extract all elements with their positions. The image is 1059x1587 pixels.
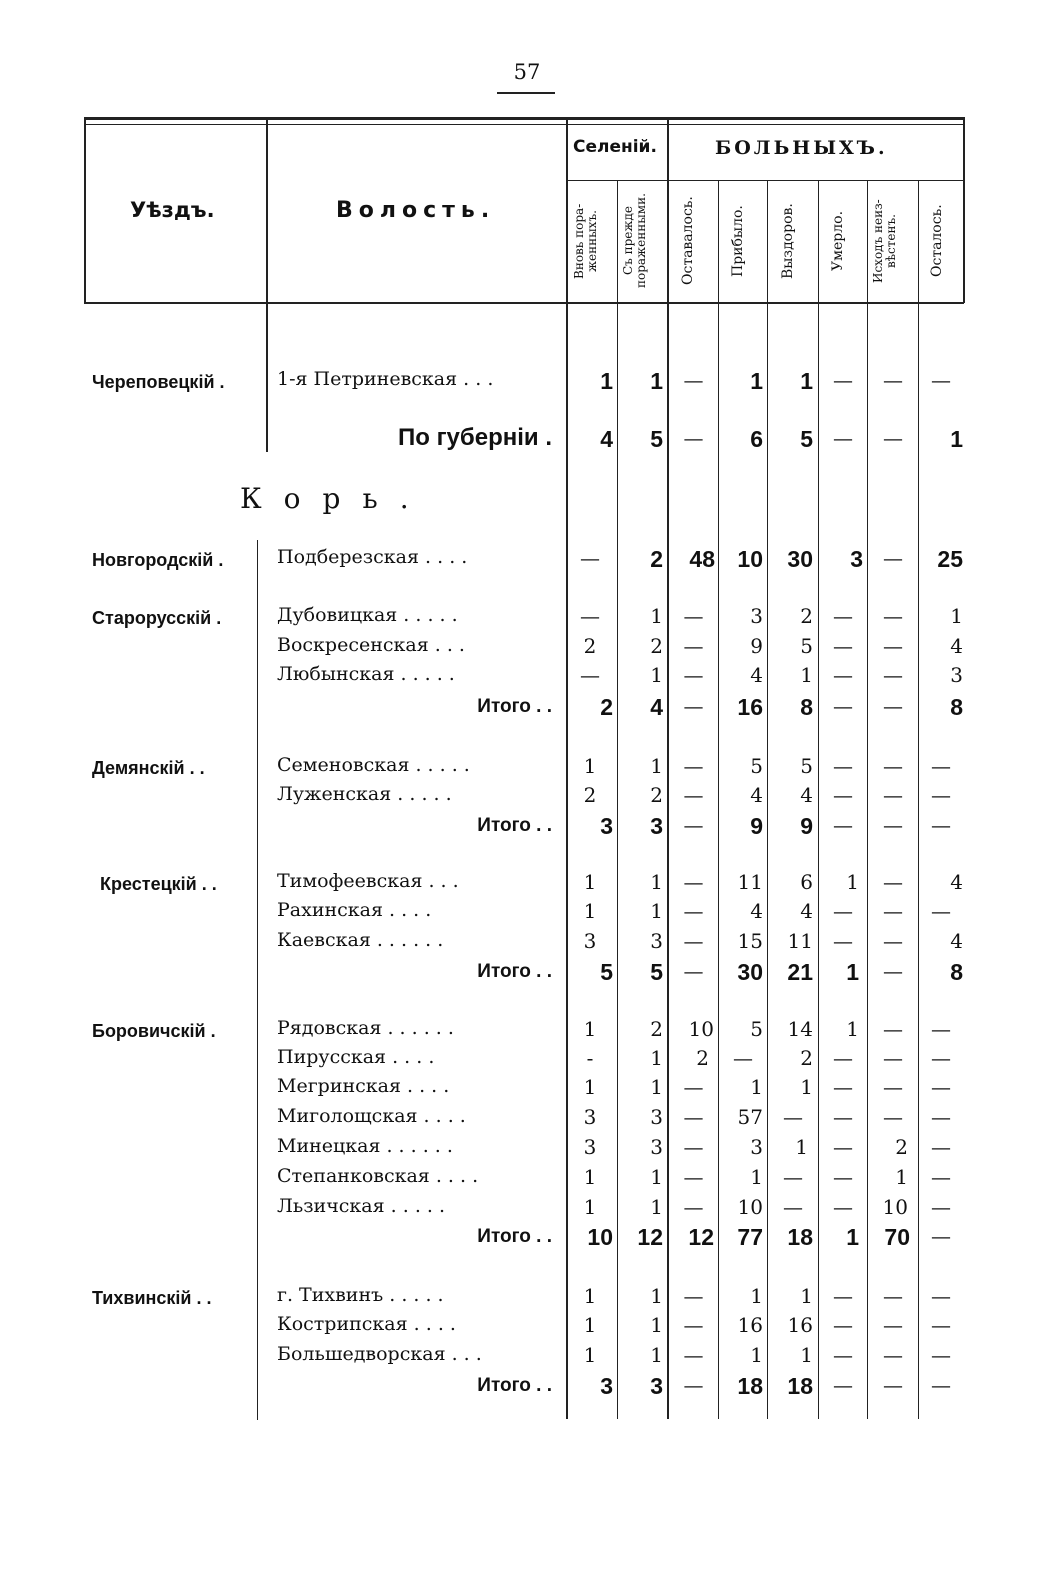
cell-ostavalos: 12 xyxy=(688,1224,714,1250)
cell-umerlo: — xyxy=(833,694,853,718)
cell-pribylo: 15 xyxy=(737,929,763,953)
cell-iskhod: — xyxy=(883,1046,903,1070)
page-number: 57 xyxy=(513,60,541,84)
section-title: Корь. xyxy=(240,482,431,515)
cell-vyzdorov: 5 xyxy=(800,426,813,452)
cell-iskhod: — xyxy=(883,899,903,923)
cell-ostalos: 8 xyxy=(950,959,963,985)
header-uezd: Уѣздъ. xyxy=(130,198,215,222)
cell-vyzdorov: 2 xyxy=(800,604,813,628)
total-label: Итого . . xyxy=(477,1375,552,1396)
cell-pribylo: 3 xyxy=(750,1135,763,1159)
cell-prezhde: 2 xyxy=(650,1017,663,1041)
cell-prezhde: 2 xyxy=(650,783,663,807)
cell-vnov: — xyxy=(580,663,600,687)
cell-pribylo: 30 xyxy=(737,959,763,985)
cell-umerlo: — xyxy=(833,929,853,953)
cell-ostavalos: — xyxy=(683,694,704,718)
uezd-label: Крестецкій . . xyxy=(100,874,217,894)
cell-iskhod: — xyxy=(883,1075,903,1099)
cell-pribylo: 1 xyxy=(750,1075,763,1099)
cell-vnov: 3 xyxy=(600,813,613,839)
cell-vyzdorov: 1 xyxy=(800,1343,813,1367)
cell-vnov: 10 xyxy=(587,1224,613,1250)
uezd-label: Боровичскій . xyxy=(92,1021,216,1041)
cell-iskhod: — xyxy=(883,959,903,983)
cell-vnov: 2 xyxy=(583,783,597,807)
bolnykh-under-rule xyxy=(668,180,964,181)
cell-prezhde: 1 xyxy=(650,663,663,687)
cell-ostalos: — xyxy=(931,1373,951,1397)
cell-pribylo: 57 xyxy=(737,1105,763,1129)
cell-iskhod: 2 xyxy=(895,1135,908,1159)
cell-ostavalos: — xyxy=(683,634,704,658)
cell-umerlo: — xyxy=(833,663,853,687)
cell-iskhod: — xyxy=(883,754,903,778)
cell-umerlo: — xyxy=(833,604,853,628)
volost-label: Пирусская . . . . xyxy=(277,1046,435,1068)
cell-pribylo: 5 xyxy=(750,1017,763,1041)
table-top-rule-thin xyxy=(84,124,964,125)
row-13 xyxy=(0,957,1059,987)
cell-pribylo: 10 xyxy=(737,1195,763,1219)
cell-vnov: - xyxy=(586,1046,594,1070)
cell-ostalos: 3 xyxy=(950,663,963,687)
cell-prezhde: 2 xyxy=(650,634,663,658)
cell-iskhod: — xyxy=(883,1284,903,1308)
cell-ostavalos: — xyxy=(683,754,704,778)
cell-iskhod: — xyxy=(883,1017,903,1041)
cell-pribylo: 4 xyxy=(750,663,763,687)
cell-ostavalos: — xyxy=(683,1075,704,1099)
cell-umerlo: 1 xyxy=(846,959,859,985)
cell-vyzdorov: 30 xyxy=(787,546,813,572)
cell-vyzdorov: — xyxy=(783,1195,803,1219)
cell-vnov: 3 xyxy=(583,1135,597,1159)
cell-ostalos: — xyxy=(931,1046,951,1070)
cell-umerlo: 1 xyxy=(846,1017,859,1041)
header-col-umerlo: Умерло. xyxy=(830,210,846,272)
cell-umerlo: 3 xyxy=(850,546,863,572)
cell-vnov: 1 xyxy=(583,1075,597,1099)
cell-iskhod: — xyxy=(883,1105,903,1129)
cell-pribylo: 16 xyxy=(737,694,763,720)
cell-vnov: 3 xyxy=(583,1105,597,1129)
cell-vyzdorov: 1 xyxy=(800,368,813,394)
cell-ostalos: 1 xyxy=(950,426,963,452)
cell-ostalos: — xyxy=(931,754,951,778)
header-col-prezhde: Съ прежде пораженными. xyxy=(621,193,648,289)
header-bolnykh: БОЛЬНЫХЪ. xyxy=(715,137,888,159)
row-14 xyxy=(0,1015,1059,1045)
row-4 xyxy=(0,632,1059,662)
row-19 xyxy=(0,1163,1059,1193)
cell-prezhde: 3 xyxy=(650,929,663,953)
cell-vyzdorov: 1 xyxy=(800,663,813,687)
cell-umerlo: — xyxy=(833,1135,853,1159)
cell-pribylo: — xyxy=(733,1046,753,1070)
cell-ostalos: — xyxy=(931,1224,951,1248)
volost-label: Тимофеевская . . . xyxy=(277,870,459,892)
cell-ostavalos: — xyxy=(683,426,704,450)
cell-umerlo: — xyxy=(833,1373,853,1397)
cell-vyzdorov: 18 xyxy=(787,1373,813,1399)
header-col-ostalos: Осталось. xyxy=(929,204,945,278)
cell-vyzdorov: 5 xyxy=(800,634,813,658)
cell-umerlo: — xyxy=(833,1105,853,1129)
cell-umerlo: 1 xyxy=(846,870,859,894)
cell-iskhod: — xyxy=(883,604,903,628)
volost-label: Любынская . . . . . xyxy=(277,663,455,685)
cell-ostalos: — xyxy=(931,1075,951,1099)
cell-prezhde: 1 xyxy=(650,1343,663,1367)
cell-pribylo: 5 xyxy=(750,754,763,778)
cell-prezhde: 1 xyxy=(650,870,663,894)
cell-vyzdorov: 6 xyxy=(800,870,813,894)
cell-prezhde: 5 xyxy=(650,959,663,985)
cell-ostalos: — xyxy=(931,1313,951,1337)
row-2 xyxy=(0,544,1059,574)
cell-iskhod: — xyxy=(883,1343,903,1367)
cell-ostavalos: — xyxy=(683,1373,704,1397)
cell-vnov: 2 xyxy=(600,694,613,720)
cell-vyzdorov: 4 xyxy=(800,899,813,923)
cell-umerlo: — xyxy=(833,754,853,778)
volost-label: Луженская . . . . . xyxy=(277,783,452,805)
total-label: Итого . . xyxy=(477,1226,552,1247)
volost-label: Мегринская . . . . xyxy=(277,1075,450,1097)
cell-vyzdorov: 4 xyxy=(800,783,813,807)
cell-pribylo: 1 xyxy=(750,1165,763,1189)
cell-pribylo: 4 xyxy=(750,899,763,923)
cell-vnov: 3 xyxy=(600,1373,613,1399)
total-label: Итого . . xyxy=(477,815,552,836)
cell-prezhde: 3 xyxy=(650,1105,663,1129)
header-col-iskhod: Исходъ неиз-вѣстенъ. xyxy=(871,199,898,283)
cell-ostalos: — xyxy=(931,1195,951,1219)
volost-label: Минецкая . . . . . . xyxy=(277,1135,453,1157)
cell-pribylo: 16 xyxy=(737,1313,763,1337)
cell-umerlo: — xyxy=(833,1343,853,1367)
cell-umerlo: — xyxy=(833,634,853,658)
cell-prezhde: 1 xyxy=(650,1165,663,1189)
cell-iskhod: — xyxy=(883,694,903,718)
cell-umerlo: — xyxy=(833,426,853,450)
cell-vyzdorov: 1 xyxy=(800,1075,813,1099)
cell-iskhod: — xyxy=(883,663,903,687)
page-number-rule xyxy=(497,92,555,94)
cell-prezhde: 1 xyxy=(650,368,663,394)
cell-ostavalos: — xyxy=(683,813,704,837)
volost-label: Семеновская . . . . . xyxy=(277,754,470,776)
row-17 xyxy=(0,1103,1059,1133)
cell-vyzdorov: 8 xyxy=(800,694,813,720)
cell-umerlo: — xyxy=(833,1075,853,1099)
header-col-vnov: Вновь пора-женныхъ. xyxy=(572,203,599,279)
cell-ostalos: 25 xyxy=(937,546,963,572)
cell-vnov: 1 xyxy=(583,1017,597,1041)
row-22 xyxy=(0,1282,1059,1312)
cell-vnov: 2 xyxy=(583,634,597,658)
cell-ostalos: — xyxy=(931,1135,951,1159)
cell-pribylo: 18 xyxy=(737,1373,763,1399)
uezd-label: Старорусскій . xyxy=(92,608,222,628)
cell-vnov: 1 xyxy=(583,870,597,894)
cell-ostavalos: — xyxy=(683,368,704,392)
uezd-label: Демянскій . . xyxy=(92,758,205,778)
header-volost: Волость. xyxy=(336,198,496,223)
volost-label: Дубовицкая . . . . . xyxy=(277,604,458,626)
cell-prezhde: 3 xyxy=(650,1373,663,1399)
cell-vnov: 5 xyxy=(600,959,613,985)
row-24 xyxy=(0,1341,1059,1371)
cell-vyzdorov: 14 xyxy=(787,1017,813,1041)
cell-pribylo: 1 xyxy=(750,1343,763,1367)
cell-ostavalos: — xyxy=(683,663,704,687)
cell-iskhod: — xyxy=(883,813,903,837)
row-9 xyxy=(0,811,1059,841)
total-label: По губерніи . xyxy=(397,424,552,451)
cell-vnov: 4 xyxy=(600,426,613,452)
cell-prezhde: 5 xyxy=(650,426,663,452)
cell-pribylo: 10 xyxy=(737,546,763,572)
uezd-label: Новгородскій . xyxy=(92,550,224,570)
row-12 xyxy=(0,927,1059,957)
cell-iskhod: — xyxy=(883,546,903,570)
cell-ostalos: — xyxy=(931,813,951,837)
cell-vnov: 1 xyxy=(583,899,597,923)
row-15 xyxy=(0,1044,1059,1074)
cell-iskhod: 70 xyxy=(884,1224,910,1250)
row-3 xyxy=(0,602,1059,632)
cell-prezhde: 2 xyxy=(650,546,663,572)
cell-ostavalos: — xyxy=(683,870,704,894)
volost-label: Рядовская . . . . . . xyxy=(277,1017,454,1039)
cell-ostalos: 4 xyxy=(950,634,963,658)
cell-ostavalos: 48 xyxy=(689,546,715,572)
cell-ostavalos: — xyxy=(683,1165,704,1189)
cell-pribylo: 9 xyxy=(750,813,763,839)
cell-ostavalos: — xyxy=(683,1105,704,1129)
cell-ostavalos: 2 xyxy=(696,1046,709,1070)
volost-label: Каевская . . . . . . xyxy=(277,929,444,951)
cell-prezhde: 1 xyxy=(650,1195,663,1219)
row-5 xyxy=(0,661,1059,691)
row-1 xyxy=(0,424,1059,454)
cell-vyzdorov: 5 xyxy=(800,754,813,778)
cell-iskhod: — xyxy=(883,783,903,807)
left-border xyxy=(84,117,86,303)
cell-iskhod: — xyxy=(883,870,903,894)
cell-umerlo: — xyxy=(833,899,853,923)
volost-label: 1-я Петриневская . . . xyxy=(277,368,494,390)
cell-iskhod: — xyxy=(883,1313,903,1337)
cell-vnov: — xyxy=(580,546,600,570)
cell-iskhod: 1 xyxy=(895,1165,908,1189)
cell-ostavalos: — xyxy=(683,783,704,807)
row-16 xyxy=(0,1073,1059,1103)
cell-pribylo: 3 xyxy=(750,604,763,628)
cell-ostalos: — xyxy=(931,1284,951,1308)
cell-iskhod: 10 xyxy=(882,1195,908,1219)
right-border xyxy=(963,117,965,303)
table-top-rule xyxy=(84,117,964,120)
cell-vyzdorov: 9 xyxy=(800,813,813,839)
cell-vnov: 1 xyxy=(583,1313,597,1337)
volost-label: Подберезская . . . . xyxy=(277,546,468,568)
cell-ostavalos: 10 xyxy=(688,1017,714,1041)
cell-ostalos: — xyxy=(931,1343,951,1367)
cell-ostavalos: — xyxy=(683,1195,704,1219)
volost-label: Степанковская . . . . xyxy=(277,1165,479,1187)
uezd-label: Череповецкій . xyxy=(92,372,225,392)
cell-vyzdorov: 1 xyxy=(800,1284,813,1308)
cell-vnov: 1 xyxy=(583,1165,597,1189)
cell-ostalos: — xyxy=(931,1105,951,1129)
cell-pribylo: 1 xyxy=(750,1284,763,1308)
cell-vnov: 1 xyxy=(583,1195,597,1219)
cell-vyzdorov: 11 xyxy=(787,929,813,953)
cell-ostavalos: — xyxy=(683,1284,704,1308)
cell-umerlo: — xyxy=(833,1284,853,1308)
cell-umerlo: — xyxy=(833,1313,853,1337)
cell-iskhod: — xyxy=(883,426,903,450)
volost-label: г. Тихвинъ . . . . . xyxy=(277,1284,444,1306)
uezd-volost-divider xyxy=(266,117,268,452)
uezd-label: Тихвинскій . . xyxy=(92,1288,212,1308)
cell-vyzdorov: 18 xyxy=(787,1224,813,1250)
header-col-ostavalos: Оставалось. xyxy=(680,196,696,286)
cell-vnov: 1 xyxy=(583,1343,597,1367)
cell-ostavalos: — xyxy=(683,1313,704,1337)
cell-vnov: 1 xyxy=(583,754,597,778)
total-label: Итого . . xyxy=(477,961,552,982)
cell-ostavalos: — xyxy=(683,929,704,953)
cell-pribylo: 1 xyxy=(750,368,763,394)
row-20 xyxy=(0,1193,1059,1223)
row-8 xyxy=(0,781,1059,811)
cell-prezhde: 4 xyxy=(650,694,663,720)
row-7 xyxy=(0,752,1059,782)
cell-ostavalos: — xyxy=(683,604,704,628)
cell-vnov: 3 xyxy=(583,929,597,953)
cell-ostalos: — xyxy=(931,899,951,923)
row-18 xyxy=(0,1133,1059,1163)
cell-prezhde: 1 xyxy=(650,1075,663,1099)
cell-vyzdorov: 16 xyxy=(787,1313,813,1337)
cell-vnov: — xyxy=(580,604,600,628)
row-25 xyxy=(0,1371,1059,1401)
cell-pribylo: 77 xyxy=(737,1224,763,1250)
cell-pribylo: 4 xyxy=(750,783,763,807)
cell-umerlo: — xyxy=(833,813,853,837)
volost-label: Кострипская . . . . xyxy=(277,1313,456,1335)
cell-vyzdorov: — xyxy=(783,1105,803,1129)
volost-label: Воскресенская . . . xyxy=(277,634,465,656)
cell-prezhde: 3 xyxy=(650,1135,663,1159)
row-11 xyxy=(0,897,1059,927)
cell-vyzdorov: 21 xyxy=(787,959,813,985)
cell-umerlo: — xyxy=(833,1195,853,1219)
cell-iskhod: — xyxy=(883,634,903,658)
cell-vyzdorov: 1 xyxy=(795,1135,808,1159)
cell-pribylo: 11 xyxy=(737,870,763,894)
cell-prezhde: 1 xyxy=(650,604,663,628)
cell-prezhde: 1 xyxy=(650,754,663,778)
cell-umerlo: — xyxy=(833,1046,853,1070)
cell-ostalos: 1 xyxy=(950,604,963,628)
cell-ostalos: 4 xyxy=(950,870,963,894)
row-0 xyxy=(0,366,1059,396)
cell-pribylo: 6 xyxy=(750,426,763,452)
cell-umerlo: — xyxy=(833,1165,853,1189)
cell-umerlo: — xyxy=(833,368,853,392)
header-bottom-rule xyxy=(84,302,964,304)
header-col-vyzdorov: Выздоров. xyxy=(780,203,796,279)
header-seleniy: Селеній. xyxy=(573,137,657,157)
row-10 xyxy=(0,868,1059,898)
cell-ostalos: — xyxy=(931,368,951,392)
cell-ostalos: 8 xyxy=(950,694,963,720)
cell-umerlo: 1 xyxy=(846,1224,859,1250)
header-col-pribylo: Прибыло. xyxy=(730,205,746,277)
row-6 xyxy=(0,692,1059,722)
cell-ostalos: — xyxy=(931,1165,951,1189)
volost-label: Льзичская . . . . . xyxy=(277,1195,446,1217)
cell-vyzdorov: — xyxy=(783,1165,803,1189)
cell-prezhde: 1 xyxy=(650,1046,663,1070)
volost-label: Рахинская . . . . xyxy=(277,899,432,921)
volost-label: Миголощская . . . . xyxy=(277,1105,466,1127)
cell-prezhde: 3 xyxy=(650,813,663,839)
cell-ostalos: — xyxy=(931,783,951,807)
row-21 xyxy=(0,1222,1059,1252)
cell-ostavalos: — xyxy=(683,1343,704,1367)
cell-iskhod: — xyxy=(883,1373,903,1397)
cell-vyzdorov: 2 xyxy=(800,1046,813,1070)
cell-ostalos: 4 xyxy=(950,929,963,953)
cell-umerlo: — xyxy=(833,783,853,807)
cell-ostavalos: — xyxy=(683,959,704,983)
volost-label: Большедворская . . . xyxy=(277,1343,482,1365)
cell-prezhde: 1 xyxy=(650,1284,663,1308)
cell-iskhod: — xyxy=(883,368,903,392)
cell-ostavalos: — xyxy=(683,1135,704,1159)
total-label: Итого . . xyxy=(477,696,552,717)
cell-vnov: 1 xyxy=(583,1284,597,1308)
row-23 xyxy=(0,1311,1059,1341)
cell-vnov: 1 xyxy=(600,368,613,394)
cell-prezhde: 12 xyxy=(637,1224,663,1250)
cell-prezhde: 1 xyxy=(650,899,663,923)
cell-ostavalos: — xyxy=(683,899,704,923)
cell-iskhod: — xyxy=(883,929,903,953)
cell-ostalos: — xyxy=(931,1017,951,1041)
cell-pribylo: 9 xyxy=(750,634,763,658)
cell-prezhde: 1 xyxy=(650,1313,663,1337)
